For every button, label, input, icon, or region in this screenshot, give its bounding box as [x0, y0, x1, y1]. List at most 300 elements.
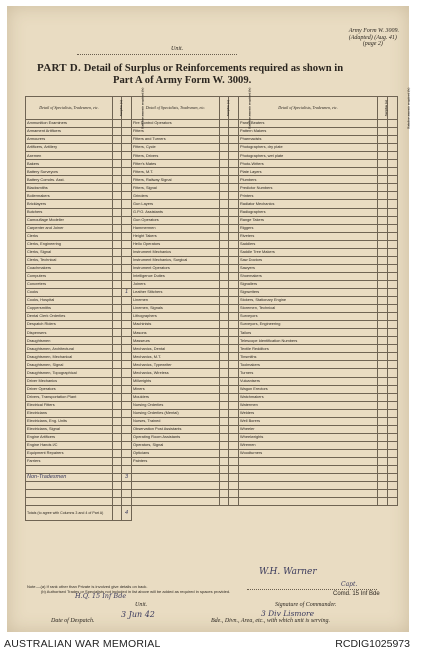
surplus-cell — [113, 498, 122, 506]
table-row — [26, 280, 398, 288]
reinforce-cell — [122, 136, 132, 144]
detail-cell: Carpenter and Joiner — [26, 224, 113, 232]
surplus-cell — [113, 128, 122, 136]
surplus-cell — [378, 490, 388, 498]
detail-cell: Nurses, Trained — [132, 417, 220, 425]
detail-cell: Millwrights — [132, 377, 220, 385]
reinforce-cell — [388, 361, 398, 369]
surplus-cell — [378, 329, 388, 337]
detail-cell: Printers — [239, 192, 378, 200]
reinforce-cell — [122, 176, 132, 184]
detail-cell — [239, 490, 378, 498]
col-reinforce-1: Reinforcements required (b) — [122, 97, 132, 120]
surplus-cell — [220, 297, 229, 305]
table-row — [26, 353, 398, 361]
reinforce-cell — [229, 224, 239, 232]
table-row — [26, 128, 398, 136]
form-ref-line: (Adapted) (Aug. 41) — [348, 34, 397, 41]
detail-cell: Boilermakers — [26, 192, 113, 200]
surplus-cell — [378, 136, 388, 144]
surplus-cell — [220, 160, 229, 168]
table-row — [26, 160, 398, 168]
reinforce-cell — [122, 490, 132, 498]
table-row — [26, 482, 398, 490]
reinforce-cell — [229, 393, 239, 401]
reinforce-cell — [122, 216, 132, 224]
detail-cell: Coachmakers — [26, 264, 113, 272]
table-row — [26, 369, 398, 377]
reinforce-cell — [229, 425, 239, 433]
commander-rank: Capt. — [341, 581, 358, 588]
surplus-cell — [378, 240, 388, 248]
surplus-cell — [378, 433, 388, 441]
reinforce-cell — [122, 272, 132, 280]
reinforce-cell — [122, 329, 132, 337]
surplus-cell — [113, 377, 122, 385]
surplus-cell — [113, 345, 122, 353]
surplus-cell — [113, 144, 122, 152]
surplus-cell — [220, 449, 229, 457]
detail-cell: Driver Operators — [26, 385, 113, 393]
bde-handwritten: 3 Div Lismore — [261, 609, 315, 618]
detail-cell: Wiremen — [239, 441, 378, 449]
reinforce-cell — [229, 490, 239, 498]
table-header-row — [26, 97, 398, 120]
reinforce-cell — [229, 313, 239, 321]
surplus-cell — [220, 264, 229, 272]
surplus-cell — [378, 297, 388, 305]
col-reinforce-2: Reinforcements required (b) — [229, 97, 239, 120]
reinforce-cell — [229, 288, 239, 296]
form-ref-line: Army Form W. 3009. — [348, 28, 399, 34]
col-surplus-3: Surplus (a) — [378, 97, 388, 120]
reinforce-cell — [229, 329, 239, 337]
detail-cell: Watchmakers — [239, 393, 378, 401]
totals-label: Totals (to agree with Columns 3 and 4 of Part A) — [26, 506, 113, 521]
reinforce-cell — [122, 160, 132, 168]
surplus-cell — [220, 128, 229, 136]
reinforce-cell — [122, 321, 132, 329]
reinforce-cell — [229, 144, 239, 152]
detail-cell: Cooks, Hospital — [26, 297, 113, 305]
table-row — [26, 120, 398, 128]
detail-cell: Textile Redditors — [239, 345, 378, 353]
surplus-cell — [113, 433, 122, 441]
despatch-date: 3 Jun 42 — [121, 610, 155, 619]
detail-cell: Instrument Operators — [132, 264, 220, 272]
surplus-cell — [378, 449, 388, 457]
detail-cell: Mechanics, Wireless — [132, 369, 220, 377]
detail-cell: Saddlers — [239, 240, 378, 248]
surplus-cell — [378, 401, 388, 409]
unit-label-top: Unit. — [171, 46, 184, 52]
surplus-cell — [113, 401, 122, 409]
totals-row — [26, 506, 398, 521]
reinforce-cell — [122, 232, 132, 240]
reinforce-cell — [122, 401, 132, 409]
reinforce-cell — [388, 272, 398, 280]
detail-cell: Fitters, Signal — [132, 184, 220, 192]
detail-cell: Hammermen — [132, 224, 220, 232]
detail-cell: Fitters — [132, 128, 220, 136]
detail-cell: Predictor Numbers — [239, 184, 378, 192]
reinforce-cell — [122, 224, 132, 232]
detail-cell: Opticians — [132, 449, 220, 457]
detail-cell: Grinders — [132, 192, 220, 200]
detail-cell: Hello Operators — [132, 240, 220, 248]
detail-cell — [26, 466, 113, 474]
surplus-cell — [113, 208, 122, 216]
table-row — [26, 272, 398, 280]
surplus-cell — [220, 425, 229, 433]
surplus-cell — [220, 345, 229, 353]
reinforce-cell — [229, 240, 239, 248]
surplus-cell — [113, 369, 122, 377]
note-a: Note.—(a) If rank other than Private is involved give details on back. — [27, 584, 148, 589]
detail-cell: Lithographers — [132, 313, 220, 321]
form-title — [37, 63, 397, 86]
reinforce-cell — [229, 248, 239, 256]
surplus-cell — [220, 168, 229, 176]
surplus-cell — [113, 313, 122, 321]
surplus-cell — [113, 329, 122, 337]
table-row — [26, 256, 398, 264]
reinforce-cell — [388, 288, 398, 296]
surplus-cell — [220, 482, 229, 490]
table-row — [26, 200, 398, 208]
detail-cell: Instrument Mechanics — [132, 248, 220, 256]
detail-cell: Painters — [132, 457, 220, 465]
surplus-cell — [220, 256, 229, 264]
detail-cell: Stokers, Stationary Engine — [239, 297, 378, 305]
detail-cell: Blacksmiths — [26, 184, 113, 192]
table-row — [26, 345, 398, 353]
surplus-cell — [113, 272, 122, 280]
surplus-cell — [378, 224, 388, 232]
detail-cell: Masons — [132, 329, 220, 337]
surplus-cell — [220, 321, 229, 329]
surplus-cell — [378, 200, 388, 208]
detail-cell: Despatch Riders — [26, 321, 113, 329]
surplus-cell — [378, 288, 388, 296]
reinforce-cell — [388, 498, 398, 506]
detail-cell: Tinsmiths — [239, 353, 378, 361]
reinforce-cell — [122, 498, 132, 506]
detail-cell — [26, 498, 113, 506]
reinforce-cell — [388, 474, 398, 482]
detail-cell: Cooks — [26, 288, 113, 296]
detail-cell: Armourers — [26, 136, 113, 144]
surplus-cell — [113, 457, 122, 465]
reinforce-cell — [122, 240, 132, 248]
reinforce-cell — [229, 353, 239, 361]
table-row — [26, 466, 398, 474]
reinforce-cell — [388, 232, 398, 240]
reinforce-cell — [388, 297, 398, 305]
surplus-cell — [378, 417, 388, 425]
detail-cell: Draughtsmen — [26, 337, 113, 345]
reinforce-cell — [122, 353, 132, 361]
surplus-cell — [220, 409, 229, 417]
detail-cell: Fitters, Cycle — [132, 144, 220, 152]
table-row — [26, 457, 398, 465]
detail-cell: Miners — [132, 385, 220, 393]
reinforce-cell — [388, 160, 398, 168]
reinforce-cell — [229, 264, 239, 272]
reinforce-cell — [229, 441, 239, 449]
detail-cell: Electricians — [26, 409, 113, 417]
reinforce-cell — [388, 449, 398, 457]
reinforce-cell — [229, 168, 239, 176]
surplus-cell — [378, 152, 388, 160]
surplus-cell — [378, 409, 388, 417]
detail-cell: Electricians, Signal — [26, 425, 113, 433]
detail-cell: Dispensers — [26, 329, 113, 337]
detail-cell: Pattern Makers — [239, 128, 378, 136]
reinforce-cell — [388, 425, 398, 433]
unit-line — [77, 54, 237, 55]
reinforce-cell — [122, 120, 132, 128]
table-row — [26, 401, 398, 409]
surplus-cell — [378, 128, 388, 136]
reinforce-cell — [229, 160, 239, 168]
table-row — [26, 144, 398, 152]
surplus-cell — [378, 144, 388, 152]
detail-cell — [239, 466, 378, 474]
reinforce-cell — [122, 409, 132, 417]
detail-cell: Height Takers — [132, 232, 220, 240]
reinforce-cell — [122, 128, 132, 136]
table-row — [26, 474, 398, 482]
reinforce-cell — [122, 168, 132, 176]
surplus-cell — [220, 385, 229, 393]
table-row — [26, 361, 398, 369]
col-detail-1: Detail of Specialists, Tradesmen, etc. — [26, 97, 113, 120]
detail-cell: Drivers, Transportation Plant — [26, 393, 113, 401]
detail-cell: Leather Stitchers — [132, 288, 220, 296]
surplus-cell — [378, 425, 388, 433]
surplus-cell — [378, 353, 388, 361]
table-row — [26, 329, 398, 337]
surplus-cell — [113, 216, 122, 224]
reinforce-cell — [229, 498, 239, 506]
reinforce-cell — [229, 466, 239, 474]
surplus-cell — [378, 248, 388, 256]
reinforce-cell — [229, 361, 239, 369]
surplus-cell — [113, 256, 122, 264]
surplus-cell — [378, 345, 388, 353]
detail-cell: Riveters — [239, 232, 378, 240]
surplus-cell — [113, 152, 122, 160]
detail-cell: Operators, Signal — [132, 441, 220, 449]
surplus-cell — [378, 160, 388, 168]
surplus-cell — [220, 361, 229, 369]
surplus-cell — [220, 337, 229, 345]
detail-cell: Bakers — [26, 160, 113, 168]
reinforce-cell — [122, 393, 132, 401]
surplus-cell — [220, 393, 229, 401]
surplus-cell — [113, 385, 122, 393]
reinforce-cell — [229, 120, 239, 128]
surplus-cell — [113, 168, 122, 176]
surplus-cell — [113, 417, 122, 425]
detail-cell: Operating Room Assistants — [132, 433, 220, 441]
detail-cell: Radiographers — [239, 208, 378, 216]
surplus-cell — [378, 337, 388, 345]
reinforce-cell — [388, 457, 398, 465]
reinforce-cell — [388, 345, 398, 353]
surplus-cell — [220, 248, 229, 256]
surplus-cell — [220, 200, 229, 208]
surplus-cell — [378, 457, 388, 465]
detail-cell: Draughtsmen, Topographical — [26, 369, 113, 377]
surplus-cell — [220, 216, 229, 224]
table-row — [26, 192, 398, 200]
reinforce-cell — [388, 128, 398, 136]
detail-cell — [132, 466, 220, 474]
table-row — [26, 409, 398, 417]
reinforce-cell — [229, 321, 239, 329]
surplus-cell — [378, 474, 388, 482]
col-detail-3: Detail of Specialists, Tradesmen, etc. — [239, 97, 378, 120]
reinforce-cell — [122, 433, 132, 441]
bde-label: Bde., Divn., Area, etc., with which unit is serving. — [211, 618, 330, 624]
title-line-1: Detail of Surplus or Reinforcements required as shown in — [83, 63, 344, 74]
detail-cell: Driver Mechanics — [26, 377, 113, 385]
reinforce-cell — [388, 385, 398, 393]
detail-cell: Bricklayers — [26, 200, 113, 208]
surplus-cell — [113, 248, 122, 256]
detail-cell: Machinists — [132, 321, 220, 329]
reinforce-cell — [122, 200, 132, 208]
surplus-cell — [378, 313, 388, 321]
table-row — [26, 417, 398, 425]
reinforce-cell — [122, 248, 132, 256]
surplus-cell — [113, 232, 122, 240]
table-row — [26, 490, 398, 498]
reinforce-cell — [122, 184, 132, 192]
reinforce-cell — [229, 345, 239, 353]
detail-cell — [132, 490, 220, 498]
form-reference — [349, 28, 399, 48]
reinforce-cell — [388, 353, 398, 361]
reinforce-cell — [388, 168, 398, 176]
col-surplus-2: Surplus (a) — [220, 97, 229, 120]
detail-cell: Draughtsmen, Architectural — [26, 345, 113, 353]
detail-cell — [239, 474, 378, 482]
reinforce-cell — [122, 457, 132, 465]
surplus-cell — [113, 482, 122, 490]
reinforce-cell — [229, 457, 239, 465]
detail-cell: Watermen — [239, 401, 378, 409]
detail-cell: Signwriters — [239, 288, 378, 296]
reinforce-cell — [229, 256, 239, 264]
detail-cell: Equipment Repairers — [26, 449, 113, 457]
surplus-cell — [378, 256, 388, 264]
detail-cell: Instrument Mechanics, Surgical — [132, 256, 220, 264]
reinforce-cell — [388, 313, 398, 321]
table-row — [26, 377, 398, 385]
detail-cell: Nursing Orderlies (Mental) — [132, 409, 220, 417]
surplus-cell — [378, 393, 388, 401]
command-stamp: Comd. 15 Inf Bde — [333, 591, 380, 597]
detail-cell — [26, 482, 113, 490]
reinforce-cell — [122, 337, 132, 345]
reinforce-cell — [388, 200, 398, 208]
surplus-cell — [113, 474, 122, 482]
surplus-cell — [113, 264, 122, 272]
reinforce-cell — [122, 369, 132, 377]
surplus-cell — [113, 297, 122, 305]
table-row — [26, 184, 398, 192]
reinforce-cell — [388, 224, 398, 232]
surplus-cell — [113, 136, 122, 144]
detail-cell: Wheelwrights — [239, 433, 378, 441]
reinforce-cell — [388, 192, 398, 200]
reinforce-cell — [229, 297, 239, 305]
surplus-cell — [220, 305, 229, 313]
reinforce-cell — [229, 232, 239, 240]
reinforce-cell — [122, 377, 132, 385]
surplus-cell — [113, 353, 122, 361]
detail-cell: Surveyors — [239, 313, 378, 321]
detail-cell: Linemen, Signals — [132, 305, 220, 313]
surplus-cell — [378, 216, 388, 224]
surplus-cell — [113, 490, 122, 498]
detail-cell: Draughtsmen, Signal — [26, 361, 113, 369]
table-row — [26, 425, 398, 433]
reinforce-cell — [229, 369, 239, 377]
surplus-cell — [220, 433, 229, 441]
table-row — [26, 433, 398, 441]
detail-cell: Shoemakers — [239, 272, 378, 280]
reinforce-cell — [229, 377, 239, 385]
detail-cell: Dental Clerk Orderlies — [26, 313, 113, 321]
detail-cell — [26, 490, 113, 498]
surplus-cell — [220, 208, 229, 216]
reinforce-cell — [388, 441, 398, 449]
surplus-cell — [113, 280, 122, 288]
reinforce-cell — [388, 152, 398, 160]
table-row — [26, 240, 398, 248]
reinforce-cell — [122, 482, 132, 490]
surplus-cell — [220, 401, 229, 409]
surplus-cell — [220, 417, 229, 425]
reinforce-cell — [229, 409, 239, 417]
surplus-cell — [220, 474, 229, 482]
detail-cell: Riggers — [239, 224, 378, 232]
detail-cell: Fitters, Railway Signal — [132, 176, 220, 184]
reinforce-cell — [229, 449, 239, 457]
reinforce-cell — [388, 337, 398, 345]
reinforce-cell: 1 — [122, 288, 132, 296]
reinforce-cell — [229, 216, 239, 224]
reinforce-cell — [388, 401, 398, 409]
detail-cell — [132, 498, 220, 506]
detail-cell: Fitters, Drivers — [132, 152, 220, 160]
surplus-cell — [378, 280, 388, 288]
detail-cell: Electrical Fitters — [26, 401, 113, 409]
reinforce-cell — [388, 240, 398, 248]
surplus-cell — [220, 329, 229, 337]
surplus-cell — [220, 288, 229, 296]
detail-cell: Telescope Identification Numbers — [239, 337, 378, 345]
detail-cell: Battery Comdrs. Asst. — [26, 176, 113, 184]
archive-id: RCDIG1025973 — [335, 638, 410, 650]
detail-cell — [239, 498, 378, 506]
detail-cell: Nursing Orderlies — [132, 401, 220, 409]
surplus-cell — [378, 168, 388, 176]
